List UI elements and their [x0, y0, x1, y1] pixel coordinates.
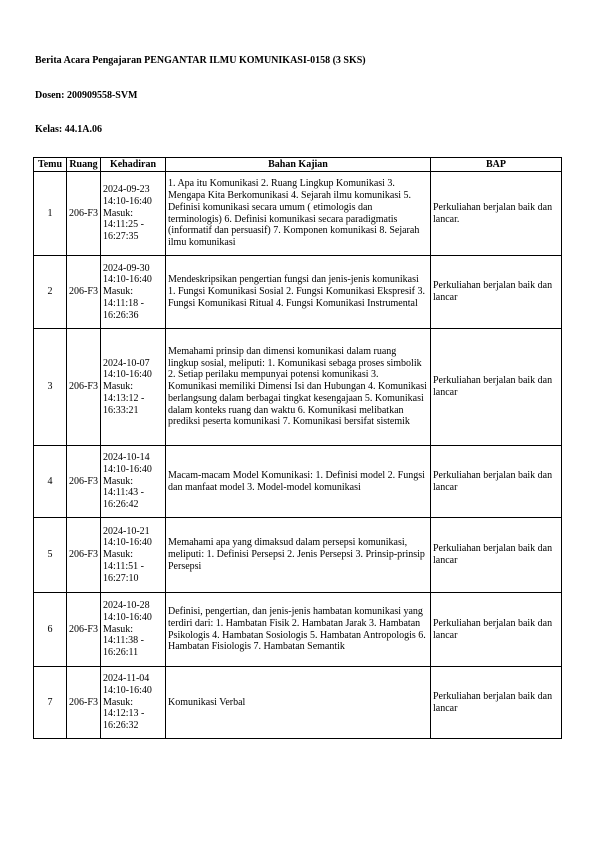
kehadiran-cell	[101, 667, 166, 739]
ruang-cell	[67, 593, 101, 667]
bap-cell	[431, 446, 562, 518]
ruang-cell	[67, 329, 101, 446]
checkin-label: Masuk:	[103, 286, 133, 298]
kehadiran-cell	[101, 329, 166, 446]
session-time: 14:10-16:40	[103, 463, 152, 475]
bahan-kajian-text: Definisi, pengertian, dan jenis-jenis hambatan komunikasi yang terdiri dari: 1. Hambatan Fisik 2. Hambatan Jarak 3. Hambatan Psikologis 4. Hambatan Sosiologis 5. Hambatan Antropologis 6. Hambatan Fisiologis 7. Hambatan Semantik	[168, 605, 426, 653]
session-time: 14:10-16:40	[103, 537, 152, 549]
bahan-kajian-text: Memahami apa yang dimaksud dalam persepsi komunikasi, meliputi: 1. Definisi Persepsi 2. Jenis Persepsi 3. Prinsip-prinsip Persepsi	[168, 537, 425, 572]
session-date: 2024-10-07	[103, 357, 150, 369]
session-date: 2024-10-28	[103, 600, 150, 611]
table-row	[34, 329, 562, 446]
bahan-kajian-cell	[166, 667, 431, 739]
session-time: 14:10-16:40	[103, 684, 152, 696]
bap-cell	[431, 667, 562, 739]
ruang-cell	[67, 446, 101, 518]
session-time: 14:10-16:40	[103, 369, 152, 381]
temu-cell	[34, 667, 67, 739]
bap-cell	[431, 593, 562, 667]
column-header-bap: BAP	[431, 158, 562, 172]
session-time: 14:10-16:40	[103, 611, 152, 623]
bahan-kajian-cell	[166, 172, 431, 256]
ruang-value: 206-F3	[69, 207, 98, 219]
temu-cell	[34, 172, 67, 256]
session-time: 14:10-16:40	[103, 274, 152, 286]
kehadiran-cell	[101, 446, 166, 518]
ruang-cell	[67, 667, 101, 739]
checkin-time: 14:11:25 - 16:27:35	[103, 219, 145, 243]
temu-cell	[34, 329, 67, 446]
bap-text: Perkuliahan berjalan baik dan lancar	[433, 375, 553, 398]
ruang-value: 206-F3	[69, 623, 98, 635]
checkin-label: Masuk:	[103, 696, 133, 708]
ruang-cell	[67, 518, 101, 593]
bahan-kajian-cell	[166, 593, 431, 667]
bap-text: Perkuliahan berjalan baik dan lancar.	[433, 201, 553, 225]
temu-cell	[34, 256, 67, 329]
attendance-table	[33, 157, 562, 739]
kehadiran-cell	[101, 593, 166, 667]
session-date: 2024-09-30	[103, 262, 150, 274]
ruang-cell	[67, 256, 101, 329]
bahan-kajian-text: Macam-macam Model Komunikasi: 1. Definisi model 2. Fungsi dan manfaat model 3. Model-model komunikasi	[168, 469, 425, 493]
lecturer-id: Dosen: 200909558-SVM	[35, 90, 138, 101]
bap-cell	[431, 172, 562, 256]
table-row	[34, 256, 562, 329]
bahan-kajian-cell	[166, 256, 431, 329]
temu-value: 5	[47, 549, 53, 561]
table-row	[34, 172, 562, 256]
column-header-temu: Temu	[34, 158, 67, 172]
checkin-time: 14:13:12 - 16:33:21	[103, 392, 145, 416]
bap-text: Perkuliahan berjalan baik dan lancar	[433, 543, 553, 566]
table-row	[34, 593, 562, 667]
bap-text: Perkuliahan berjalan baik dan lancar	[433, 280, 553, 303]
session-date: 2024-10-21	[103, 525, 150, 537]
document-title: Berita Acara Pengajaran PENGANTAR ILMU KOMUNIKASI-0158 (3 SKS)	[35, 55, 366, 66]
checkin-label: Masuk:	[103, 207, 133, 219]
table-row	[34, 518, 562, 593]
bap-text: Perkuliahan berjalan baik dan lancar	[433, 617, 553, 641]
checkin-time: 14:11:18 - 16:26:36	[103, 297, 145, 321]
temu-value: 7	[47, 696, 53, 708]
bahan-kajian-text: Mendeskripsikan pengertian fungsi dan jenis-jenis komunikasi 1. Fungsi Komunikasi Sosial 2. Fungsi Komunikasi Ekspresif 3. Fungsi Komunikasi Ritual 4. Fungsi Komunikasi Instrumental	[168, 274, 425, 309]
bap-cell	[431, 518, 562, 593]
checkin-label: Masuk:	[103, 549, 133, 561]
bahan-kajian-text: Komunikasi Verbal	[168, 696, 246, 708]
temu-cell	[34, 593, 67, 667]
bahan-kajian-cell	[166, 446, 431, 518]
session-date: 2024-11-04	[103, 673, 150, 684]
bap-cell	[431, 256, 562, 329]
session-date: 2024-10-14	[103, 452, 150, 463]
temu-value: 3	[47, 381, 53, 393]
temu-value: 6	[47, 623, 53, 635]
checkin-time: 14:11:51 - 16:27:10	[103, 560, 145, 584]
bap-cell	[431, 329, 562, 446]
bahan-kajian-text: 1. Apa itu Komunikasi 2. Ruang Lingkup Komunikasi 3. Mengapa Kita Berkomunikasi 4. Sejarah ilmu komunikasi 5. Definisi komunikasi secara umum ( etimologis dan terminologis) 6. Definisi komunikasi secara paradigmatis (informatif dan persuasif) 7. Komponen komunikasi 8. Sejarah ilmu komunikasi	[168, 178, 420, 249]
checkin-label: Masuk:	[103, 623, 133, 635]
table-header-row	[34, 158, 562, 172]
table-row	[34, 446, 562, 518]
bahan-kajian-text: Memahami prinsip dan dimensi komunikasi dalam ruang lingkup sosial, meliputi: 1. Komunikasi sebaga proses simbolik 2. Setiap perilaku mempunyai potensi komunikasi 3. Komunikasi memiliki Dimensi Isi dan Hubungan 4. Komunikasi berlangsung dalam berbagai tingkat kesengajaan 5. Komunikasi dalam konteks ruang dan waktu 6. Komunikasi melibatkan prediksi peserta komunikasi 7. Komunikasi bersifat sistemik	[168, 345, 427, 428]
kehadiran-cell	[101, 172, 166, 256]
ruang-value: 206-F3	[69, 381, 98, 393]
checkin-label: Masuk:	[103, 381, 133, 393]
class-id: Kelas: 44.1A.06	[35, 124, 102, 135]
checkin-time: 14:12:13 - 16:26:32	[103, 708, 145, 732]
temu-value: 4	[47, 475, 53, 487]
checkin-time: 14:11:38 - 16:26:11	[103, 635, 145, 659]
bap-text: Perkuliahan berjalan baik dan lancar	[433, 469, 553, 493]
column-header-kehadiran: Kehadiran	[101, 158, 166, 172]
ruang-value: 206-F3	[69, 475, 98, 487]
column-header-ruang: Ruang	[67, 158, 101, 172]
checkin-time: 14:11:43 - 16:26:42	[103, 487, 145, 511]
kehadiran-cell	[101, 518, 166, 593]
bap-text: Perkuliahan berjalan baik dan lancar	[433, 690, 553, 714]
bahan-kajian-cell	[166, 518, 431, 593]
ruang-value: 206-F3	[69, 286, 98, 298]
ruang-cell	[67, 172, 101, 256]
ruang-value: 206-F3	[69, 696, 98, 708]
temu-cell	[34, 446, 67, 518]
column-header-bahan-kajian: Bahan Kajian	[166, 158, 431, 172]
checkin-label: Masuk:	[103, 475, 133, 487]
temu-value: 2	[47, 286, 53, 298]
temu-value: 1	[47, 207, 53, 219]
session-time: 14:10-16:40	[103, 195, 152, 207]
bahan-kajian-cell	[166, 329, 431, 446]
ruang-value: 206-F3	[69, 549, 98, 561]
session-date: 2024-09-23	[103, 184, 150, 195]
table-row	[34, 667, 562, 739]
temu-cell	[34, 518, 67, 593]
kehadiran-cell	[101, 256, 166, 329]
